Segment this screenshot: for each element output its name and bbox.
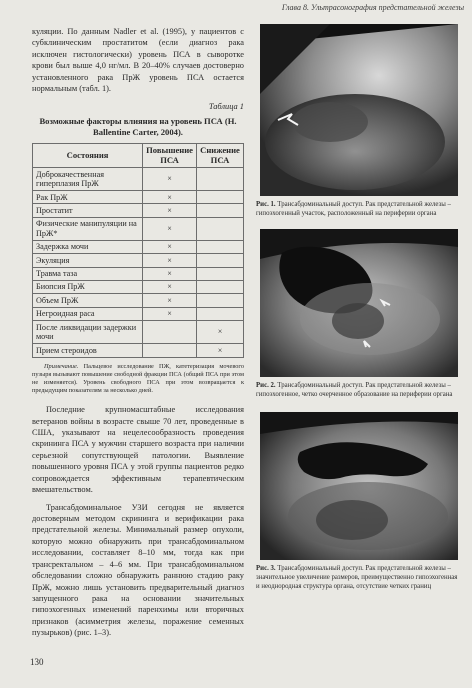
cell-increase	[143, 344, 197, 357]
cell-increase: ×	[143, 168, 197, 191]
table-row	[33, 267, 244, 280]
cell-increase: ×	[143, 267, 197, 280]
cell-decrease	[197, 204, 244, 217]
cell-decrease	[197, 168, 244, 191]
cell-state: Рак ПрЖ	[33, 191, 143, 204]
figure-1-label: Рис. 1.	[256, 201, 276, 208]
figure-3-text: Трансабдоминальный доступ. Рак предстательной железы – значительное увеличение размеров, преимущественно гипоэхогенная и неоднородная структура органа, отсутствие четких границ	[256, 564, 458, 590]
cell-state: Объем ПрЖ	[33, 294, 143, 307]
cell-decrease	[197, 280, 244, 293]
right-column	[254, 24, 460, 592]
figure-1-text: Трансабдоминальный доступ. Рак предстательной железы – гипоэхогенный участок, расположенный на периферии органа	[256, 201, 451, 217]
table-row	[33, 280, 244, 293]
table-row	[33, 240, 244, 253]
cell-decrease	[197, 191, 244, 204]
paragraph-2: Трансабдоминальное УЗИ сегодня не является достоверным методом скрининга и верификации рака предстательной железы. Минимальный размер опухоли, которую можно обнаружить при трансабдоминальном исследовании, составляет 8–10 мм, тогда как при трансректальном – 4–6 мм. При трансабдоминальном обследовании сложно обнаружить раннюю стадию раку ПрЖ, можно лишь установить предварительный диагноз запущенного рака на основании значительных гипоэхогенных изменений паренхимы или вторичных признаков (асимметрия железы, поражение семенных пузырьков) (рис. 1–3).	[32, 502, 244, 638]
cell-state: Физические манипуляции на ПрЖ*	[33, 217, 143, 240]
cell-decrease: ×	[197, 321, 244, 344]
table-note	[32, 363, 244, 396]
cell-state: Биопсия ПрЖ	[33, 280, 143, 293]
cell-state: После ликвидации задержки мочи	[33, 321, 143, 344]
table-row	[33, 294, 244, 307]
cell-increase: ×	[143, 294, 197, 307]
cell-increase: ×	[143, 217, 197, 240]
cell-increase: ×	[143, 307, 197, 320]
page-number: 130	[30, 657, 44, 667]
cell-decrease	[197, 217, 244, 240]
cell-decrease	[197, 254, 244, 267]
intro-paragraph: куляции. По данным Nadler et al. (1995), у пациентов с субклиническим простатитом (если диагноз рака исключен гистологически) уровень ПСА в сыворотке крови был выше 4,0 нг/мл. В 20–40% случаев достоверно установленного рака ПрЖ уровень ПСА остается нормальным (табл. 1).	[32, 27, 244, 94]
table-header-row	[33, 144, 244, 168]
cell-state: Доброкачественная гиперплазия ПрЖ	[33, 168, 143, 191]
cell-decrease	[197, 307, 244, 320]
figure-3-label: Рис. 3.	[256, 564, 276, 572]
ultrasound-image-1	[260, 24, 458, 196]
cell-increase	[143, 321, 197, 344]
ultrasound-image-2	[260, 229, 458, 377]
chapter-header: Глава 8. Ультрасонография предстательной железы	[281, 3, 464, 12]
table-row	[33, 217, 244, 240]
figure-2-text: Трансабдоминальный доступ. Рак предстательной железы – гипоэхогенное, четко очерченное образование на периферии органа	[256, 381, 453, 398]
cell-increase: ×	[143, 191, 197, 204]
cell-increase: ×	[143, 204, 197, 217]
figure-3-caption	[256, 565, 460, 592]
cell-state: Экуляция	[33, 254, 143, 267]
note-label: Примечание.	[44, 362, 79, 370]
table-label: Таблица 1	[208, 101, 244, 111]
cell-state: Простатит	[33, 204, 143, 217]
table-row	[33, 168, 244, 191]
table-row	[33, 307, 244, 320]
psa-factors-table	[32, 143, 244, 357]
left-column	[32, 26, 244, 639]
paragraph-1: Последние крупномасштабные исследования ветеранов войны в возрасте свыше 70 лет, проведенные в США, указывают на нецелесообразность проведения скрининга ПСА у мужчин старшего возраста при наличии серьезной сопутствующей патологии. Выявление повышенного уровня ПСА у этой группы пациентов редко сопровождается эффективным терапевтическим вмешательством.	[32, 405, 244, 495]
cell-decrease	[197, 267, 244, 280]
figure-2-label: Рис. 2.	[256, 381, 276, 389]
figure-1-caption	[256, 201, 460, 219]
figure-2-caption	[256, 382, 460, 400]
table-row	[33, 191, 244, 204]
cell-decrease	[197, 240, 244, 253]
cell-decrease	[197, 294, 244, 307]
table-row	[33, 321, 244, 344]
cell-increase: ×	[143, 240, 197, 253]
cell-state: Негроидная раса	[33, 307, 143, 320]
table-row	[33, 254, 244, 267]
cell-state: Задержка мочи	[33, 240, 143, 253]
ultrasound-image-3	[260, 412, 458, 560]
table-row	[33, 204, 244, 217]
header-state: Состояния	[33, 144, 143, 168]
header-decrease: Снижение ПСА	[197, 144, 244, 168]
cell-increase: ×	[143, 254, 197, 267]
cell-increase: ×	[143, 280, 197, 293]
note-text: Пальцевое исследование ПЖ, катетеризация мочевого пузыря вызывают повышение свободной фракции ПСА (общий ПСА при этом не изменяется). Уровень свободного ПСА при этом возвращается к предыдущим показателям за несколько дней.	[32, 362, 244, 395]
table-title: Возможные факторы влияния на уровень ПСА (H. Ballentine Carter, 2004).	[39, 115, 237, 137]
header-increase: Повышение ПСА	[143, 144, 197, 168]
table-row	[33, 344, 244, 357]
cell-state: Прием стероидов	[33, 344, 143, 357]
cell-decrease: ×	[197, 344, 244, 357]
cell-state: Травма таза	[33, 267, 143, 280]
